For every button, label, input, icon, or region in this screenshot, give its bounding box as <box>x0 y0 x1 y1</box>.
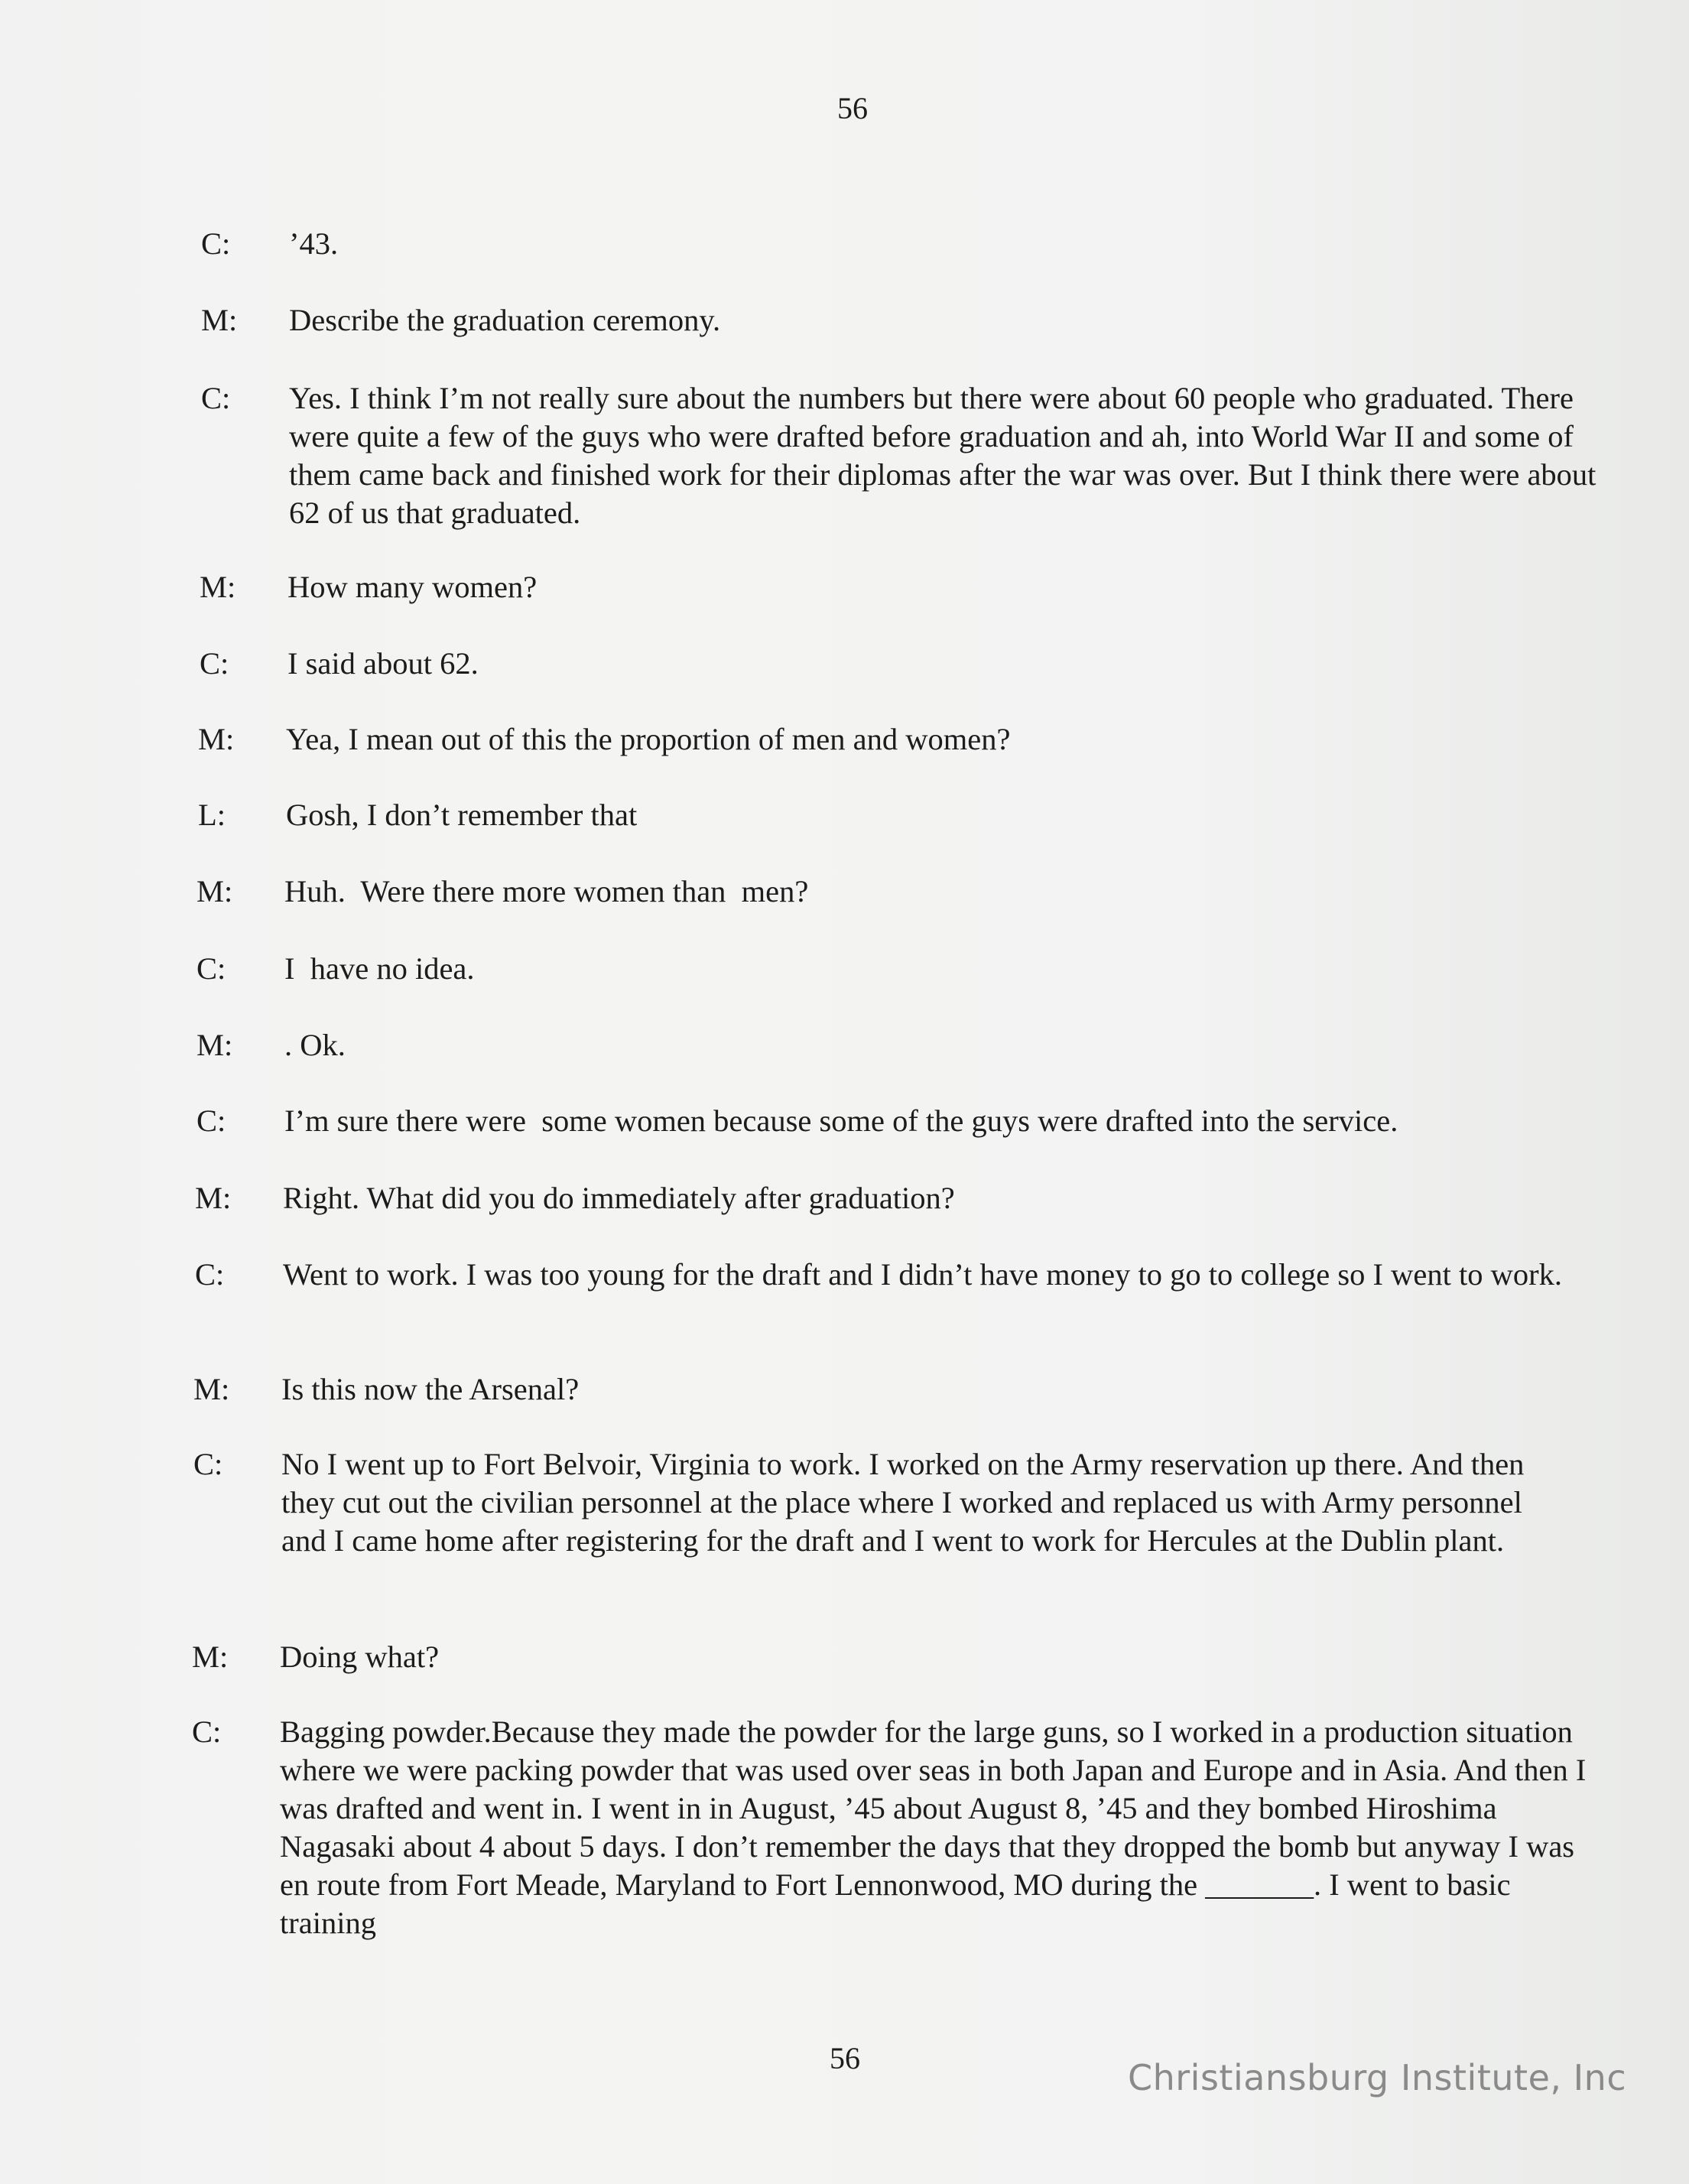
speaker-label: M: <box>197 1028 233 1062</box>
speech-text: . Ok. <box>284 1028 346 1062</box>
speaker-label: C: <box>200 646 229 681</box>
speaker-label: C: <box>197 951 226 986</box>
transcript-entry <box>197 1026 1477 1064</box>
transcript-entry <box>195 1256 1583 1294</box>
speech-text: Describe the graduation ceremony. <box>289 303 721 337</box>
speaker-label: C: <box>192 1714 222 1749</box>
speaker-label: M: <box>198 722 235 756</box>
speech-text: Huh. Were there more women than men? <box>284 874 809 908</box>
speech-text: Yes. I think I’m not really sure about the numbers but there were about 60 people who graduated. There were quite a few of the guys who were drafted before graduation and ah, into World War II and some of them came back and finished work for their diplomas after the war was over. But I think there were about 62 of us that graduated. <box>289 381 1596 530</box>
transcript-entry <box>193 1445 1543 1560</box>
transcript-entry <box>201 379 1604 532</box>
transcript-entry <box>197 873 1477 911</box>
speech-text: I said about 62. <box>287 646 479 681</box>
speech-text: Went to work. I was too young for the draft and I didn’t have money to go to college so I went to work. <box>283 1257 1562 1292</box>
watermark: Christiansburg Institute, Inc <box>1128 2057 1627 2098</box>
transcript-entry <box>201 301 1482 340</box>
speech-text: Is this now the Arsenal? <box>281 1372 580 1406</box>
transcript-entry <box>193 1370 1474 1409</box>
speech-text: Doing what? <box>280 1640 440 1674</box>
transcript-entry <box>197 1102 1600 1140</box>
speaker-label: L: <box>198 798 226 832</box>
transcript-entry <box>198 720 1479 759</box>
transcript-entry <box>197 950 1477 988</box>
speaker-label: M: <box>193 1372 230 1406</box>
transcript-entry <box>192 1713 1595 1942</box>
transcript-entry <box>195 1179 1476 1217</box>
transcript-entry <box>201 225 1482 263</box>
speaker-label: C: <box>195 1257 225 1292</box>
speech-text: No I went up to Fort Belvoir, Virginia to work. I worked on the Army reservation up there. And then they cut out the civilian personnel at the place where I worked and replaced us with Army personnel and I came home after registering for the draft and I went to work for Hercules at the Dublin plant. <box>281 1447 1525 1558</box>
speech-text: Gosh, I don’t remember that <box>286 798 638 832</box>
speech-text: Bagging powder.Because they made the powder for the large guns, so I worked in a production situation where we were packing powder that was used over seas in both Japan and Europe and in Asia. And then I was drafted and went in. I went in in August, ’45 about August 8, ’45 and they bombed Hiroshima Nagasaki about 4 about 5 days. I don’t remember the days that they dropped the bomb but anyway I was en route from Fort Meade, Maryland to Fort Lennonwood, MO during the _______. I went to basic training <box>280 1714 1587 1940</box>
speaker-label: M: <box>201 303 238 337</box>
page-number-bottom: 56 <box>830 2041 860 2075</box>
speaker-label: C: <box>201 226 231 261</box>
speech-text: I have no idea. <box>284 951 475 986</box>
speech-text: Yea, I mean out of this the proportion of men and women? <box>286 722 1011 756</box>
speaker-label: M: <box>195 1181 232 1215</box>
speech-text: ’43. <box>289 226 339 261</box>
speaker-label: C: <box>197 1103 226 1138</box>
transcript-entry <box>198 796 1479 834</box>
speech-text: Right. What did you do immediately after graduation? <box>283 1181 955 1215</box>
transcript-entry <box>200 568 1480 606</box>
speech-text: I’m sure there were some women because some of the guys were drafted into the service. <box>284 1103 1398 1138</box>
speaker-label: M: <box>200 570 236 604</box>
speech-text: How many women? <box>287 570 538 604</box>
transcript-entry <box>192 1638 1473 1676</box>
speaker-label: C: <box>201 381 231 415</box>
speaker-label: C: <box>193 1447 223 1481</box>
page-number-top: 56 <box>837 91 868 125</box>
speaker-label: M: <box>192 1640 229 1674</box>
transcript-entry <box>200 645 1480 683</box>
speaker-label: M: <box>197 874 233 908</box>
